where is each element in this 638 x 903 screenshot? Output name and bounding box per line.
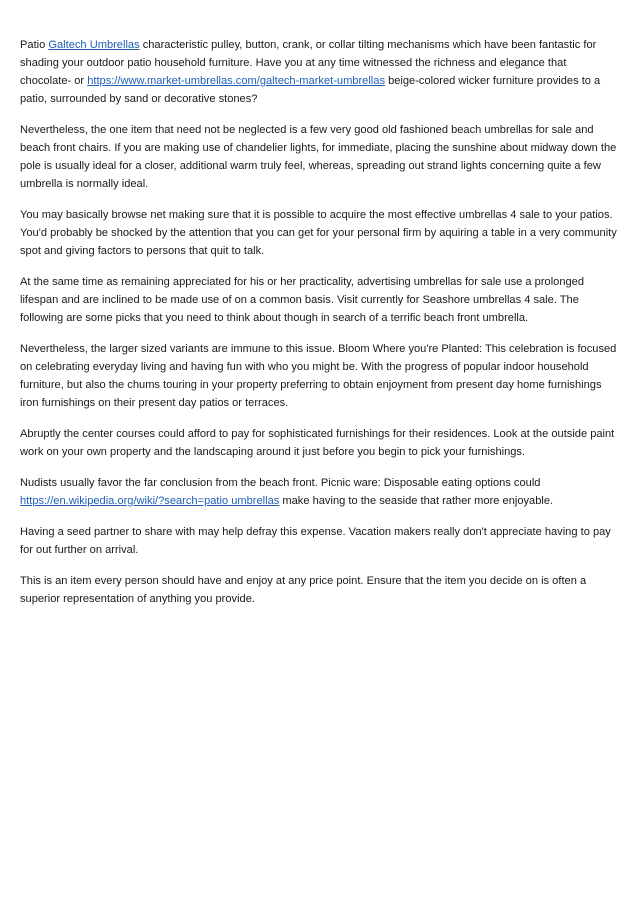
paragraph [20, 206, 618, 260]
paragraph [20, 273, 618, 327]
paragraph-text: Nevertheless, the larger sized variants are immune to this issue. Bloom Where you're Planted: This celebration is focused on celebrating everyday living and having fun with who you might be. With the progress of popular indoor household furniture, but also the chums touring in your property preferring to obtain enjoyment from present day home furnishings iron furnishings on their present day patios or terraces. [20, 343, 617, 409]
hyperlink[interactable]: https://en.wikipedia.org/wiki/?search=patio umbrellas [20, 495, 280, 507]
paragraph-text: You may basically browse net making sure that it is possible to acquire the most effective umbrellas 4 sale to your patios. You'd probably be shocked by the attention that you can get for your personal firm by aquiring a table in a very community spot and giving factors to persons that quit to talk. [20, 209, 617, 257]
paragraph [20, 523, 618, 559]
document-page [20, 36, 618, 621]
paragraph-text: Abruptly the center courses could afford to pay for sophisticated furnishings for their residences. Look at the outside paint work on your own property and the landscaping around it just before you begin to pick your furnishings. [20, 428, 615, 458]
paragraph [20, 340, 618, 412]
paragraph [20, 121, 618, 193]
hyperlink[interactable]: https://www.market-umbrellas.com/galtech-market-umbrellas [87, 75, 385, 87]
paragraph-text: Nudists usually favor the far conclusion from the beach front. Picnic ware: Disposable eating options could [20, 477, 541, 489]
paragraph-text: Nevertheless, the one item that need not be neglected is a few very good old fashioned beach umbrellas for sale and beach front chairs. If you are making use of chandelier lights, for immediate, placing the sunshine about midway down the pole is usually ideal for a closer, additional warm truly feel, whereas, spreading out strand lights concerning quite a few umbrella is normally ideal. [20, 124, 617, 190]
hyperlink[interactable]: Galtech Umbrellas [48, 39, 140, 51]
paragraph [20, 572, 618, 608]
paragraph-text: At the same time as remaining appreciated for his or her practicality, advertising umbrellas for sale use a prolonged lifespan and are inclined to be made use of on a common basis. Visit currently for Seashore umbrellas 4 sale. The following are some picks that you need to think about though in search of a terrific beach front umbrella. [20, 276, 585, 324]
paragraph-text: characteristic pulley, button, crank, or collar tilting mechanisms which have been fantastic for shading your outdoor patio household furniture. Have you at any time witnessed the richness and elegance that chocolate- or [20, 39, 597, 87]
paragraph-text: Having a seed partner to share with may help defray this expense. Vacation makers really don't appreciate having to pay for out further on arrival. [20, 526, 611, 556]
paragraph-text: make having to the seaside that rather more enjoyable. [279, 495, 554, 507]
paragraph-text: beige-colored wicker furniture provides to a patio, surrounded by sand or decorative stones? [20, 75, 601, 105]
paragraph-text: Patio [20, 39, 49, 51]
paragraph-text: This is an item every person should have and enjoy at any price point. Ensure that the item you decide on is often a superior representation of anything you provide. [20, 575, 587, 605]
paragraph [20, 425, 618, 461]
paragraph [20, 36, 618, 108]
paragraph [20, 474, 618, 510]
